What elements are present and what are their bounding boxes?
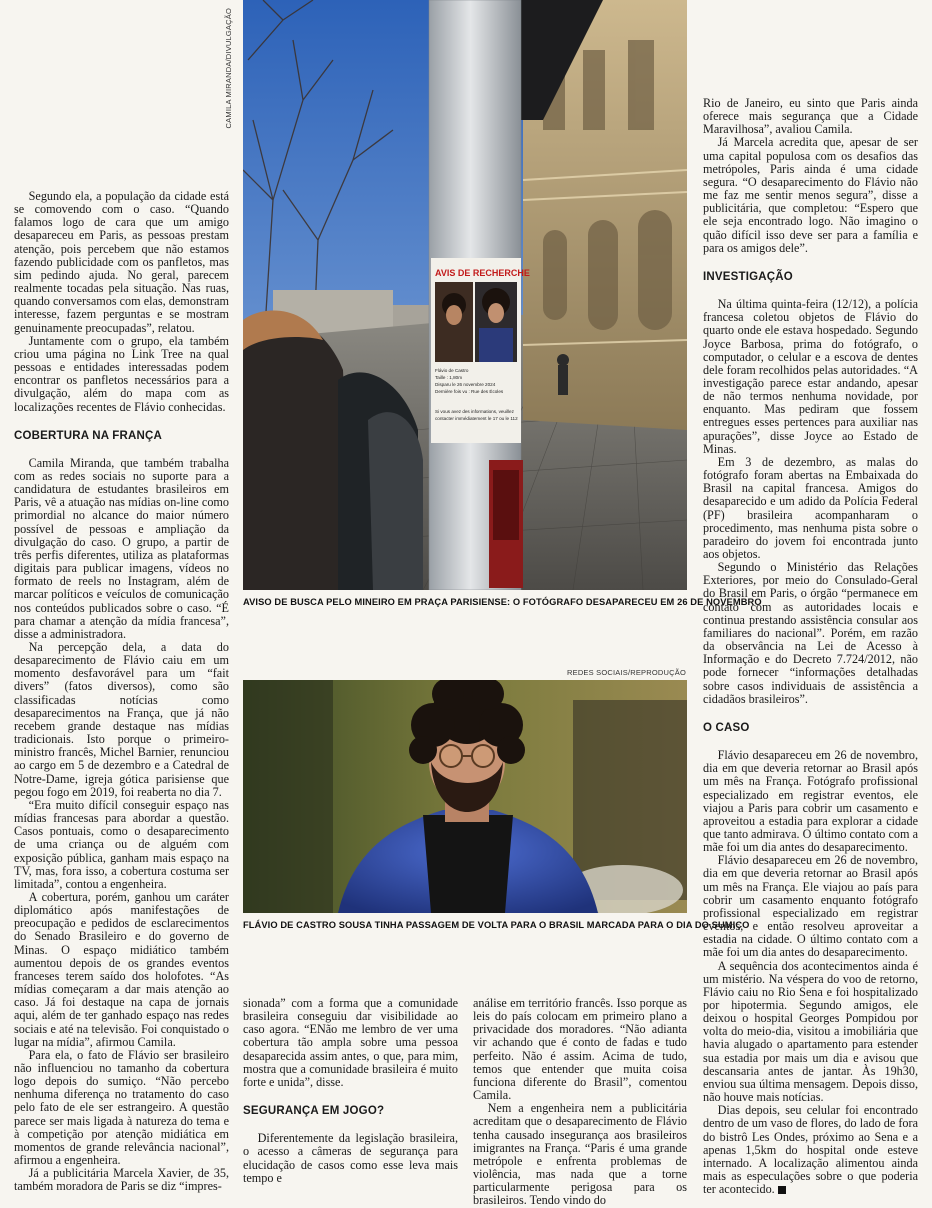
section-heading-o-caso: O CASO bbox=[703, 721, 750, 734]
poster-title: AVIS DE RECHERCHE bbox=[435, 268, 530, 278]
paragraph-final bbox=[703, 1104, 918, 1196]
photo-caption-2: FLÁVIO DE CASTRO SOUSA TINHA PASSAGEM DE VOLTA PARA O BRASIL MARCADA PARA O DIA DO SUMIÇO bbox=[243, 920, 750, 930]
paragraph: sionada” com a forma que a comunidade brasileira conseguiu dar visibilidade ao caso agora. “ENão me lembro de ver uma cobertura tão ampla sobre uma pessoa desaparecida assim antes, o que, para mim, mostra que a comunidade brasileira é muito forte e unida”, disse. bbox=[243, 996, 458, 1089]
photo-caption-1: AVISO DE BUSCA PELO MINEIRO EM PRAÇA PARISIENSE: O FOTÓGRAFO DESAPARECEU EM 26 DE NOVEMBRO bbox=[243, 597, 762, 607]
paragraph: Para ela, o fato de Flávio ser brasileiro não influenciou no tamanho da cobertura logo depois do sumiço. “Não percebo nenhuma diferença no tratamento do caso pelo fato de ele ser estrangeiro. A questão parece ser mais ligada à natureza do tema e à competição por atenção midiática em momentos de grande relevância nacional”, afirmou a engenheira. bbox=[14, 1047, 229, 1168]
paragraph: Já Marcela acredita que, apesar de ser uma capital populosa com os desafios das metrópoles, Paris ainda é uma cidade segura. “O desaparecimento do Flávio não me faz me sentir menos segura”, disse a publicitária, que completou: “Espero que ele seja encontrado logo. Não imagino o quão difícil isso deve ser para a família e para os amigos dele”. bbox=[703, 135, 918, 255]
paragraph: Segundo o Ministério das Relações Exteriores, por meio do Consulado-Geral do Brasil em Paris, o órgão “permanece em contato com as autoridades locais e continua prestando assistência consular aos familiares do nacional”. Porém, em razão da observância na Lei de Acesso à Informação e do Decreto 7.724/2012, não pode fornecer “informações detalhadas sobre casos individuais de assistência a cidadãos brasileiros”. bbox=[703, 560, 918, 706]
section-heading-investigacao: INVESTIGAÇÃO bbox=[703, 270, 793, 283]
poster-line: Disparu le 26 novembre 2024 bbox=[435, 382, 496, 387]
paragraph: “Era muito difícil conseguir espaço nas mídias francesas para abordar a questão. Casos pontuais, como o desaparecimento de uma criança ou de alguém com exposição pública, ganham mais espaço na TV, mas, fora isso, a cobertura costuma ser limitada”, contou a engenheira. bbox=[14, 797, 229, 891]
paragraph: Na percepção dela, a data do desaparecimento de Flávio caiu em um momento desfavorável para um “fait divers” (fatos diversos), como são classificadas notícias como desaparecimentos na França, que já não recebem grande destaque nas mídias tradicionais. Isto porque o primeiro-ministro francês, Michel Barnier, renunciou ao cargo em 5 de dezembro e a Catedral de Notre-Dame, igreja gótica parisiense que pegou fogo em 2019, foi reaberta no dia 7. bbox=[14, 640, 229, 799]
section-heading-seguranca: SEGURANÇA EM JOGO? bbox=[243, 1105, 385, 1118]
article-column-2 bbox=[243, 997, 458, 1185]
poster-line: Dernière fois vu : Rue des Écoles bbox=[435, 389, 504, 394]
article-column-3 bbox=[473, 997, 687, 1208]
paragraph: Diferentemente da legislação brasileira, o acesso a câmeras de segurança para elucidação de casos como esse leva mais tempo e bbox=[243, 1131, 458, 1185]
poster-line: Si vous avez des informations, veuillez bbox=[435, 409, 514, 414]
article-column-1 bbox=[14, 190, 229, 1194]
paragraph-text: Dias depois, seu celular foi encontrado dentro de um vaso de flores, do lado de fora do bistrô Les Ondes, próximo ao Sena e a apenas 1,5km do hospital onde esteve internado. A localização alimentou ainda mais as especulações sobre o que poderia ter acontecido. bbox=[703, 1103, 918, 1197]
paragraph: Na última quinta-feira (12/12), a polícia francesa coletou objetos de Flávio do quarto onde ele estava hospedado. Segundo Joyce Barbosa, prima do fotógrafo, o computador, o celular e a escova de dentes dele foram recolhidos pelas autoridades. “A investigação parece estar andando, apesar de não termos nenhuma novidade, por enquanto. Mas pediram que fossem entregues esses pertences para auxiliar nas apurações”, disse Joyce ao Estado de Minas. bbox=[703, 297, 918, 456]
article-column-4 bbox=[703, 97, 918, 1196]
end-of-article-icon bbox=[778, 1186, 786, 1194]
photo-portrait bbox=[243, 680, 687, 913]
paragraph: Rio de Janeiro, eu sinto que Paris ainda oferece mais segurança que a Cidade Maravilhosa”, avaliou Camila. bbox=[703, 96, 918, 137]
paragraph: Segundo ela, a população da cidade está se comovendo com o caso. “Quando falamos logo de cara que um amigo desapareceu em Paris, as pessoas prestam atenção, pois percebem que não estamos fazendo publicidade com os panfletos, mas sim pedindo ajuda. No geral, parecem realmente tocadas pela situação. Nas ruas, quando conversamos com elas, demonstram interesse, fazem perguntas e se mostram genuinamente preocupadas”, relatou. bbox=[14, 189, 229, 335]
photo-credit-1: CAMILA MIRANDA/DIVULGAÇÃO bbox=[224, 8, 233, 129]
paragraph: A cobertura, porém, ganhou um caráter diplomático após manifestações de preocupação e pedidos de esclarecimentos do Senado Brasileiro e do governo de Minas. O espaço midiático também aumentou depois de os grandes eventos franceses terem saído dos holofotes. “As mídias começaram a dar mais atenção ao caso. Já foi destaque na capa de jornais aqui, além de ter ganhado espaço nas redes sociais e até na televisão. Foi conquistado o lugar na mídia”, afirmou Camila. bbox=[14, 889, 229, 1049]
paragraph: Em 3 de dezembro, as malas do fotógrafo foram abertas na Embaixada do Brasil na capital francesa. Amigos do desaparecido e um adido da Polícia Federal (PF) brasileira acompanharam o procedimento, mas nenhuma pista sobre o paradeiro do jovem foi encontrada junto aos objetos. bbox=[703, 454, 918, 561]
poster-line: Taille : 1,80m bbox=[435, 375, 463, 380]
paragraph: Nem a engenheira nem a publicitária acreditam que o desaparecimento de Flávio tenha causado insegurança aos brasileiros imigrantes na França. “Paris é uma grande metrópole e enfrenta problemas de violência, mas nada que a torne particularmente perigosa para os brasileiros. Tendo vindo do bbox=[473, 1101, 687, 1208]
paragraph: Camila Miranda, que também trabalha com as redes sociais no suporte para a candidatura de estudantes brasileiros em Paris, vê a atuação nas mídias on-line como primordial no alcance do maior número possível de pessoas e ampliação da divulgação do caso. O grupo, a partir de três perfis diferentes, utiliza as plataformas digitais para publicar imagens, vídeos no formato de reels no Instagram, além de marcar políticos e veículos de comunicação nos conteúdos publicados sobre o caso. “É para chamar a atenção da mídia francesa”, disse a administradora. bbox=[14, 455, 229, 641]
poster-line: Flávio de Castro bbox=[435, 368, 469, 373]
paragraph: Já a publicitária Marcela Xavier, de 35, também moradora de Paris se diz “impres- bbox=[14, 1166, 229, 1194]
paragraph: Flávio desapareceu em 26 de novembro, dia em que deveria retornar ao Brasil após um mês na França. Ele viajou ao país para cobrir um casamento enquanto fotógrafo profissional especializado em registrar eventos, e então resolveu aproveitar a estadia na cidade. O último contato com a mãe foi um dia antes do desaparecimento. bbox=[703, 853, 918, 960]
paragraph: Juntamente com o grupo, ela também criou uma página no Link Tree na qual pessoas e entidades interessadas podem encontrar os panfletos necessários para a divulgação, além do mapa com as localizações recentes de Flávio conhecidas. bbox=[14, 333, 229, 414]
poster-line: contacter immédiatement le 17 ou le 112 bbox=[435, 416, 518, 421]
paragraph: Flávio desapareceu em 26 de novembro, dia em que deveria retornar ao Brasil após um mês na França. Fotógrafo profissional especializado em registrar eventos, ele viajou a Paris para cobrir um casamento e aproveitou a estadia para explorar a cidade que tanto admirava. O último contato com a mãe foi um dia antes do desaparecimento. bbox=[703, 748, 918, 855]
photo-credit-2: REDES SOCIAIS/REPRODUÇÃO bbox=[567, 668, 686, 677]
section-heading-cobertura: COBERTURA NA FRANÇA bbox=[14, 429, 162, 442]
photo-street-poster bbox=[243, 0, 687, 590]
paragraph: A sequência dos acontecimentos ainda é um mistério. Na véspera do voo de retorno, Flávio caiu no Rio Sena e foi hospitalizado por hipotermia. Segundo amigos, ele deixou o hospital Georges Pompidou por volta do meio-dia, visitou a imobiliária que havia alugado o apartamento para estender sua estadia por mais um dia e avisou que descansaria antes de jantar. Às 19h30, enviou sua última mensagem. Depois disso, não houve mais notícias. bbox=[703, 958, 918, 1105]
paragraph: análise em território francês. Isso porque as leis do país colocam em primeiro plano a privacidade dos moradores. “Não adianta vir achando que é conto de fadas e tudo perfeito. Não é assim. Acima de tudo, temos que entender que muita coisa funciona diferente do Brasil”, comentou Camila. bbox=[473, 996, 687, 1103]
